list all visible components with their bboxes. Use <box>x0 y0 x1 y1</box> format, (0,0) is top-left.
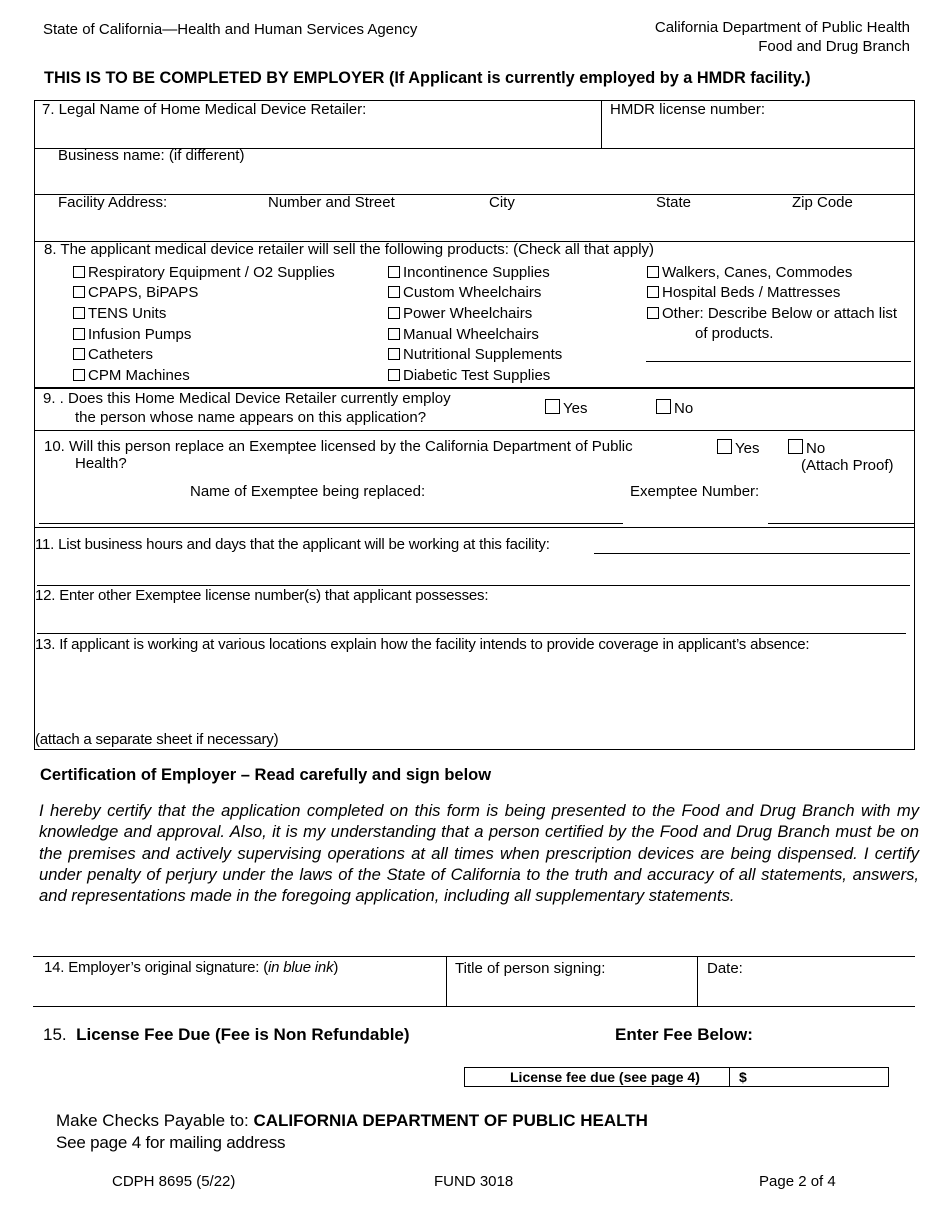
checkbox-icon[interactable] <box>647 307 659 319</box>
coverage-label: 13. If applicant is working at various locations explain how the facility intends to provide coverage in applicant’s absence: <box>35 636 810 653</box>
signature-label: 14. Employer’s original signature: (in blue ink) <box>44 959 339 976</box>
attach-proof-note: (Attach Proof) <box>801 457 894 474</box>
q9-yes[interactable]: Yes <box>545 399 587 417</box>
checkbox-icon[interactable] <box>73 286 85 298</box>
city-label: City <box>489 194 515 211</box>
checkbox-icon[interactable] <box>388 266 400 278</box>
q10-line1: 10. Will this person replace an Exemptee licensed by the California Department of Public <box>44 438 633 455</box>
checkbox-icon[interactable] <box>388 369 400 381</box>
business-hours-label: 11. List business hours and days that the applicant will be working at this facility: <box>35 536 550 553</box>
q9-no[interactable]: No <box>656 399 693 417</box>
zip-label: Zip Code <box>792 194 853 211</box>
payable-to: Make Checks Payable to: CALIFORNIA DEPARTMENT OF PUBLIC HEALTH <box>56 1111 648 1130</box>
other-license-label: 12. Enter other Exemptee license number(s) that applicant possesses: <box>35 587 489 604</box>
certification-text: I hereby certify that the application completed on this form is being presented to the Food and Drug Branch with my knowledge and approval. Also, it is my understanding that a person certified by the Food and Drug Branch must be on the premises and actively supervising operations at all times when prescription devices are being dispensed. I certify under penalty of perjury under the laws of the State of California to the truth and accuracy of all statements, answers, and representations made in the foregoing application, including all supplementary statements. <box>39 801 919 906</box>
mailing-note: See page 4 for mailing address <box>56 1133 286 1152</box>
product-checkbox[interactable]: Incontinence Supplies <box>388 264 550 281</box>
facility-address-label: Facility Address: <box>58 194 168 211</box>
product-checkbox[interactable]: Custom Wheelchairs <box>388 284 541 301</box>
exemptee-number-label: Exemptee Number: <box>630 483 760 500</box>
checkbox-icon[interactable] <box>73 307 85 319</box>
product-checkbox[interactable]: CPAPS, BiPAPS <box>73 284 198 301</box>
state-label: State <box>656 194 692 211</box>
fund-code: FUND 3018 <box>434 1173 514 1190</box>
employer-banner: THIS IS TO BE COMPLETED BY EMPLOYER (If Applicant is currently employed by a HMDR facility.) <box>44 69 811 87</box>
checkbox-icon[interactable] <box>388 328 400 340</box>
fee-amount-field[interactable]: $ <box>739 1069 747 1085</box>
other-products-checkbox[interactable]: Other: Describe Below or attach list <box>647 305 897 322</box>
q10-yes[interactable]: Yes <box>717 439 759 457</box>
attach-sheet-note: (attach a separate sheet if necessary) <box>35 731 279 748</box>
checkbox-icon[interactable] <box>647 266 659 278</box>
checkbox-icon[interactable] <box>73 328 85 340</box>
title-signing-label: Title of person signing: <box>455 960 606 977</box>
checkbox-icon[interactable] <box>73 348 85 360</box>
q10-no[interactable]: No <box>788 439 825 457</box>
q9-line1: 9. . Does this Home Medical Device Retailer currently employ <box>43 390 451 407</box>
checkbox-icon[interactable] <box>388 286 400 298</box>
legal-name-label: 7. Legal Name of Home Medical Device Retailer: <box>42 101 367 118</box>
checkbox-icon[interactable] <box>388 348 400 360</box>
agency-name: State of California—Health and Human Services Agency <box>43 21 418 38</box>
page-number: Page 2 of 4 <box>759 1173 836 1190</box>
fee-due-label: License fee due (see page 4) <box>510 1069 700 1085</box>
certification-title: Certification of Employer – Read carefully and sign below <box>40 766 492 784</box>
form-id: CDPH 8695 (5/22) <box>112 1173 236 1190</box>
product-checkbox[interactable]: Walkers, Canes, Commodes <box>647 264 852 281</box>
product-checkbox[interactable]: CPM Machines <box>73 367 190 384</box>
department-name: California Department of Public Health <box>654 19 910 36</box>
product-checkbox[interactable]: TENS Units <box>73 305 166 322</box>
checkbox-icon[interactable] <box>73 369 85 381</box>
product-checkbox[interactable]: Power Wheelchairs <box>388 305 532 322</box>
checkbox-icon[interactable] <box>647 286 659 298</box>
other-license-line[interactable] <box>37 633 906 634</box>
exemptee-number-line[interactable] <box>768 523 914 524</box>
business-name-label: Business name: (if different) <box>58 147 245 164</box>
other-products-note: of products. <box>695 325 774 342</box>
product-checkbox[interactable]: Diabetic Test Supplies <box>388 367 550 384</box>
product-checkbox[interactable]: Infusion Pumps <box>73 326 191 343</box>
checkbox-icon[interactable] <box>717 439 732 454</box>
products-label: 8. The applicant medical device retailer will sell the following products: (Check all that apply) <box>44 241 655 258</box>
checkbox-icon[interactable] <box>788 439 803 454</box>
product-checkbox[interactable]: Respiratory Equipment / O2 Supplies <box>73 264 335 281</box>
q9-line2: the person whose name appears on this application? <box>75 409 427 426</box>
street-label: Number and Street <box>268 194 395 211</box>
business-hours-line-2[interactable] <box>37 585 910 586</box>
checkbox-icon[interactable] <box>545 399 560 414</box>
exemptee-name-label: Name of Exemptee being replaced: <box>190 483 426 500</box>
checkbox-icon[interactable] <box>388 307 400 319</box>
enter-fee-label: Enter Fee Below: <box>615 1025 753 1044</box>
license-number-label: HMDR license number: <box>610 101 766 118</box>
product-checkbox[interactable]: Manual Wheelchairs <box>388 326 539 343</box>
product-checkbox[interactable]: Nutritional Supplements <box>388 346 562 363</box>
product-checkbox[interactable]: Catheters <box>73 346 153 363</box>
other-products-line[interactable] <box>646 361 911 362</box>
exemptee-name-line[interactable] <box>39 523 623 524</box>
checkbox-icon[interactable] <box>73 266 85 278</box>
fee-section: 15. License Fee Due (Fee is Non Refundable) <box>43 1025 410 1044</box>
date-label: Date: <box>707 960 743 977</box>
product-checkbox[interactable]: Hospital Beds / Mattresses <box>647 284 840 301</box>
q10-line2: Health? <box>75 455 127 472</box>
branch-name: Food and Drug Branch <box>758 38 910 55</box>
business-hours-line[interactable] <box>594 553 910 554</box>
checkbox-icon[interactable] <box>656 399 671 414</box>
